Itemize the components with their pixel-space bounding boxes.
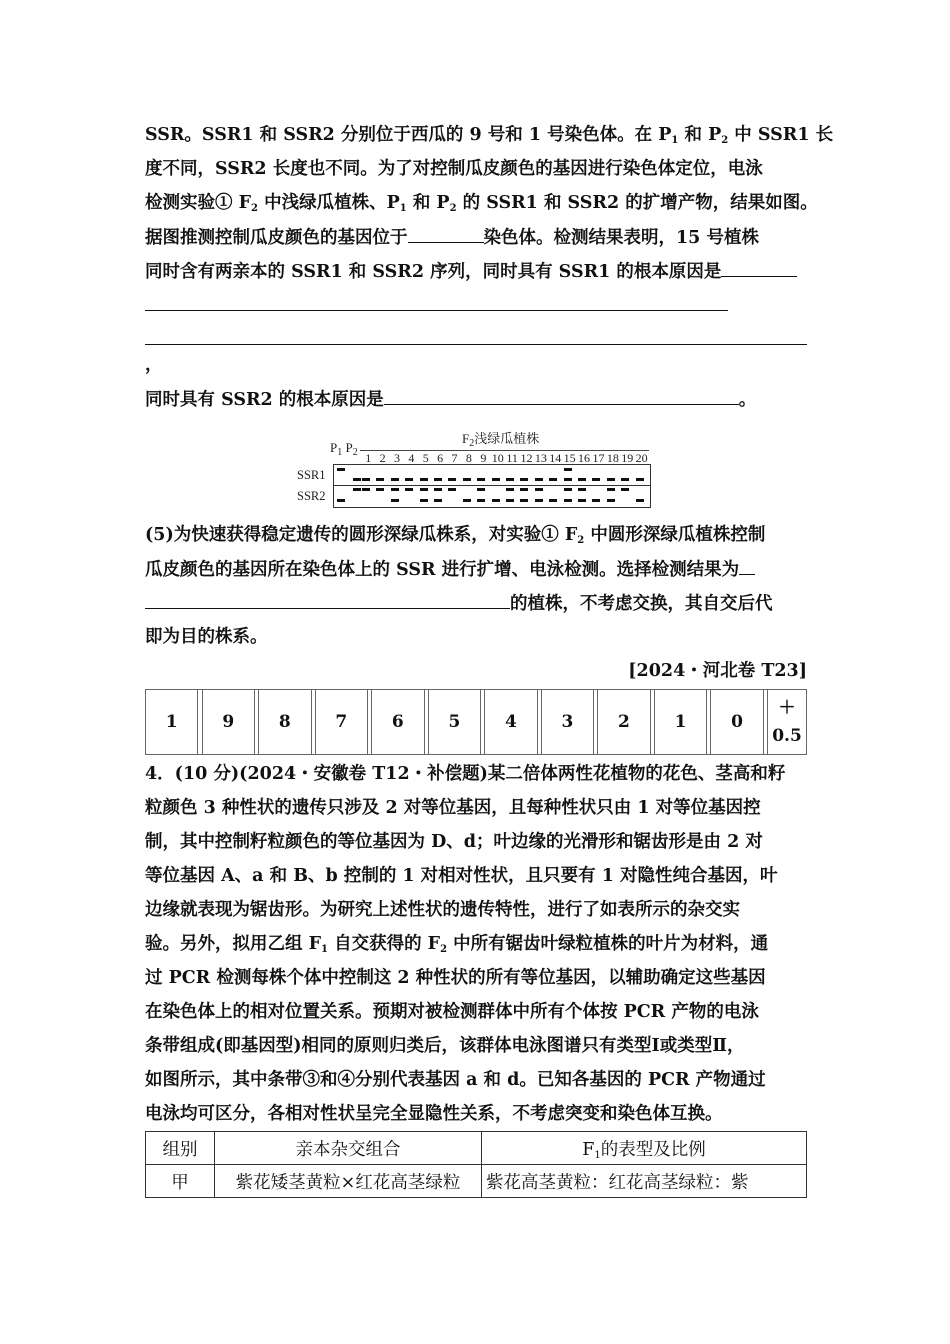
- lane-number: 7: [451, 451, 458, 465]
- gel-band: [607, 488, 615, 491]
- gel-band: [621, 478, 629, 481]
- question-3-text: [145, 118, 834, 416]
- gel-band: [420, 499, 428, 502]
- gel-band: [607, 478, 615, 481]
- question-5: [145, 518, 807, 688]
- lane-number: 3: [393, 451, 400, 465]
- question-4: [145, 757, 807, 1131]
- text-line: SSR。SSR1 和 SSR2 分别位于西瓜的 9 号和 1 号染色体。在 $P_1$ 和 $P_2$ 中 SSR1 长: [145, 125, 834, 146]
- gel-band: [621, 488, 629, 491]
- gel-band: [535, 499, 543, 502]
- lane-number: 5: [422, 451, 429, 465]
- text-line: 的植株，不考虑交换，其自交后代: [145, 586, 807, 620]
- lane-number: 12: [520, 451, 533, 465]
- gel-band: [564, 488, 572, 491]
- lane-number: 11: [506, 451, 518, 465]
- score-cell[interactable]: ＋ 0.5: [768, 690, 807, 755]
- gel-band: [520, 488, 528, 491]
- text-line: 同时含有两亲本的 SSR1 和 SSR2 序列，同时具有 SSR1 的根本原因是: [145, 254, 807, 288]
- gel-band: [535, 488, 543, 491]
- score-cell[interactable]: 3: [541, 690, 593, 755]
- gel-band: [434, 499, 442, 502]
- text-line: 在染色体上的相对位置关系。预期对被检测群体中所有个体按 PCR 产物的电泳: [145, 1002, 759, 1022]
- gel-band: [420, 478, 428, 481]
- gel-band: [391, 488, 399, 491]
- lane-number: 14: [549, 451, 562, 465]
- score-table: [145, 689, 807, 755]
- text-line: 瓜皮颜色的基因所在染色体上的 SSR 进行扩增、电泳检测。选择检测结果为: [145, 552, 807, 586]
- gel-band: [578, 488, 586, 491]
- score-cell[interactable]: 6: [372, 690, 424, 755]
- text-line: 等位基因 A、a 和 B、b 控制的 1 对相对性状，且只要有 1 对隐性纯合基因，叶: [145, 866, 778, 886]
- gel-band: [477, 488, 485, 491]
- gel-band: [362, 488, 370, 491]
- gel-band: [391, 478, 399, 481]
- answer-blank-ssr2-reason[interactable]: [384, 382, 739, 405]
- gel-band: [607, 499, 615, 502]
- gel-band: [636, 478, 644, 481]
- gel-band: [362, 478, 370, 481]
- header-f1: $F_1$的表型及比例: [482, 1132, 807, 1165]
- score-cell[interactable]: 5: [428, 690, 480, 755]
- lane-number: 10: [491, 451, 504, 465]
- lane-number: 19: [621, 451, 634, 465]
- source-citation: [2024・河北卷 T23]: [628, 661, 807, 681]
- gel-divider: [334, 485, 650, 486]
- gel-band: [420, 488, 428, 491]
- gel-band: [353, 478, 361, 481]
- gel-band: [376, 488, 384, 491]
- header-group: 组别: [146, 1132, 215, 1165]
- lane-number: 16: [578, 451, 591, 465]
- lane-number: 20: [635, 451, 648, 465]
- answer-blank-q5[interactable]: [739, 552, 755, 575]
- text-line: 度不同，SSR2 长度也不同。为了对控制瓜皮颜色的基因进行染色体定位，电泳: [145, 159, 763, 179]
- score-cell[interactable]: 2: [598, 690, 650, 755]
- score-cell[interactable]: 1: [654, 690, 706, 755]
- text-line: 如图所示，其中条带③和④分别代表基因 a 和 d。已知各基因的 PCR 产物通过: [145, 1070, 766, 1090]
- text-line: 4．(10 分)(2024・安徽卷 T12・补偿题)某二倍体两性花植物的花色、茎高和籽: [145, 764, 786, 784]
- gel-band: [535, 478, 543, 481]
- electrophoresis-figure: [297, 428, 652, 510]
- gel-band: [492, 499, 500, 502]
- text-line: 粒颜色 3 种性状的遗传只涉及 2 对等位基因，且每种性状只由 1 对等位基因控: [145, 798, 761, 818]
- gel-band: [477, 499, 485, 502]
- gel-band: [564, 478, 572, 481]
- answer-blank-chromosome[interactable]: [408, 220, 484, 243]
- gel-band: [564, 468, 572, 471]
- text-line: 检测实验① $F_2$ 中浅绿瓜植株、$P_1$ 和 $P_2$ 的 SSR1 和 SSR2 的扩增产物，结果如图。: [145, 193, 818, 214]
- cell-f1: 紫花高茎黄粒：红花高茎绿粒：紫: [482, 1165, 807, 1198]
- lane-number: 2: [379, 451, 386, 465]
- text-line: (5)为快速获得稳定遗传的圆形深绿瓜株系，对实验① $F_2$ 中圆形深绿瓜植株控制: [145, 525, 766, 546]
- header-parents: 亲本杂交组合: [215, 1132, 482, 1165]
- lane-number: 15: [563, 451, 576, 465]
- text-line: 过 PCR 检测每株个体中控制这 2 种性状的所有等位基因，以辅助确定这些基因: [145, 968, 766, 988]
- gel-band: [391, 499, 399, 502]
- gel-band: [463, 478, 471, 481]
- score-cell[interactable]: 1: [146, 690, 198, 755]
- gel-band: [448, 488, 456, 491]
- text-line: 同时具有 SSR2 的根本原因是 。: [145, 382, 807, 416]
- gel-band: [405, 478, 413, 481]
- gel-band: [463, 499, 471, 502]
- lane-number: 9: [480, 451, 487, 465]
- gel-band: [353, 488, 361, 491]
- parent-labels: $P_1$ $P_2$: [330, 440, 358, 458]
- gel-band: [405, 488, 413, 491]
- gel-band: [520, 478, 528, 481]
- text-line: 制，其中控制籽粒颜色的等位基因为 D、d；叶边缘的光滑形和锯齿形是由 2 对: [145, 832, 763, 852]
- cross-table-header: [146, 1132, 807, 1165]
- lane-number: 1: [365, 451, 372, 465]
- lane-number: 17: [592, 451, 605, 465]
- text-line: 条带组成(即基因型)相同的原则归类后，该群体电泳图谱只有类型Ⅰ或类型Ⅱ，: [145, 1036, 745, 1056]
- row-label-ssr1: SSR1: [297, 468, 326, 482]
- gel-band: [549, 499, 557, 502]
- figure-title: $F_2$浅绿瓜植株: [462, 431, 540, 449]
- gel-band: [492, 478, 500, 481]
- text-line: 据图推测控制瓜皮颜色的基因位于 染色体。检测结果表明，15 号植株: [145, 220, 807, 254]
- gel-band: [376, 478, 384, 481]
- gel-band: [592, 478, 600, 481]
- gel-band: [578, 478, 586, 481]
- gel-band: [636, 499, 644, 502]
- document-body: [145, 118, 834, 416]
- answer-blank-q5-cont[interactable]: [145, 586, 510, 609]
- lane-number: 4: [408, 451, 415, 465]
- score-cell[interactable]: 8: [259, 690, 311, 755]
- gel-box: [333, 464, 651, 508]
- score-cell[interactable]: 9: [202, 690, 254, 755]
- gel-band: [549, 478, 557, 481]
- lane-number: 6: [437, 451, 444, 465]
- gel-band: [578, 499, 586, 502]
- gel-band: [520, 499, 528, 502]
- gel-band: [592, 499, 600, 502]
- cell-group: 甲: [146, 1165, 215, 1198]
- gel-band: [506, 488, 514, 491]
- score-cell[interactable]: 4: [485, 690, 537, 755]
- gel-band: [434, 478, 442, 481]
- text-line: 电泳均可区分，各相对性状呈完全显隐性关系，不考虑突变和染色体互换。: [145, 1104, 723, 1124]
- cross-table-row: [146, 1165, 807, 1198]
- gel-band: [448, 478, 456, 481]
- text-line: 即为目的株系。: [145, 627, 268, 647]
- answer-blank-ssr1-reason[interactable]: [721, 254, 797, 277]
- answer-line[interactable]: [145, 288, 807, 322]
- cell-parents: 紫花矮茎黄粒×红花高茎绿粒: [215, 1165, 482, 1198]
- score-row: [146, 690, 807, 755]
- lane-number: 18: [606, 451, 619, 465]
- score-cell[interactable]: 0: [711, 690, 763, 755]
- text-line: 验。另外，拟用乙组 $F_1$ 自交获得的 $F_2$ 中所有锯齿叶绿粒植株的叶片为材料，通: [145, 934, 769, 955]
- gel-band: [337, 468, 345, 471]
- gel-band: [506, 478, 514, 481]
- gel-band: [477, 478, 485, 481]
- text-line: 边缘就表现为锯齿形。为研究上述性状的遗传特性，进行了如表所示的杂交实: [145, 900, 740, 920]
- gel-band: [434, 488, 442, 491]
- gel-band: [337, 499, 345, 502]
- gel-band: [506, 499, 514, 502]
- row-label-ssr2: SSR2: [297, 489, 326, 503]
- cross-table: [145, 1131, 807, 1198]
- lane-number: 8: [465, 451, 472, 465]
- lane-number: 13: [534, 451, 547, 465]
- answer-line[interactable]: [145, 322, 807, 356]
- comma-line: ，: [145, 355, 163, 375]
- score-cell[interactable]: 7: [315, 690, 367, 755]
- gel-band: [564, 499, 572, 502]
